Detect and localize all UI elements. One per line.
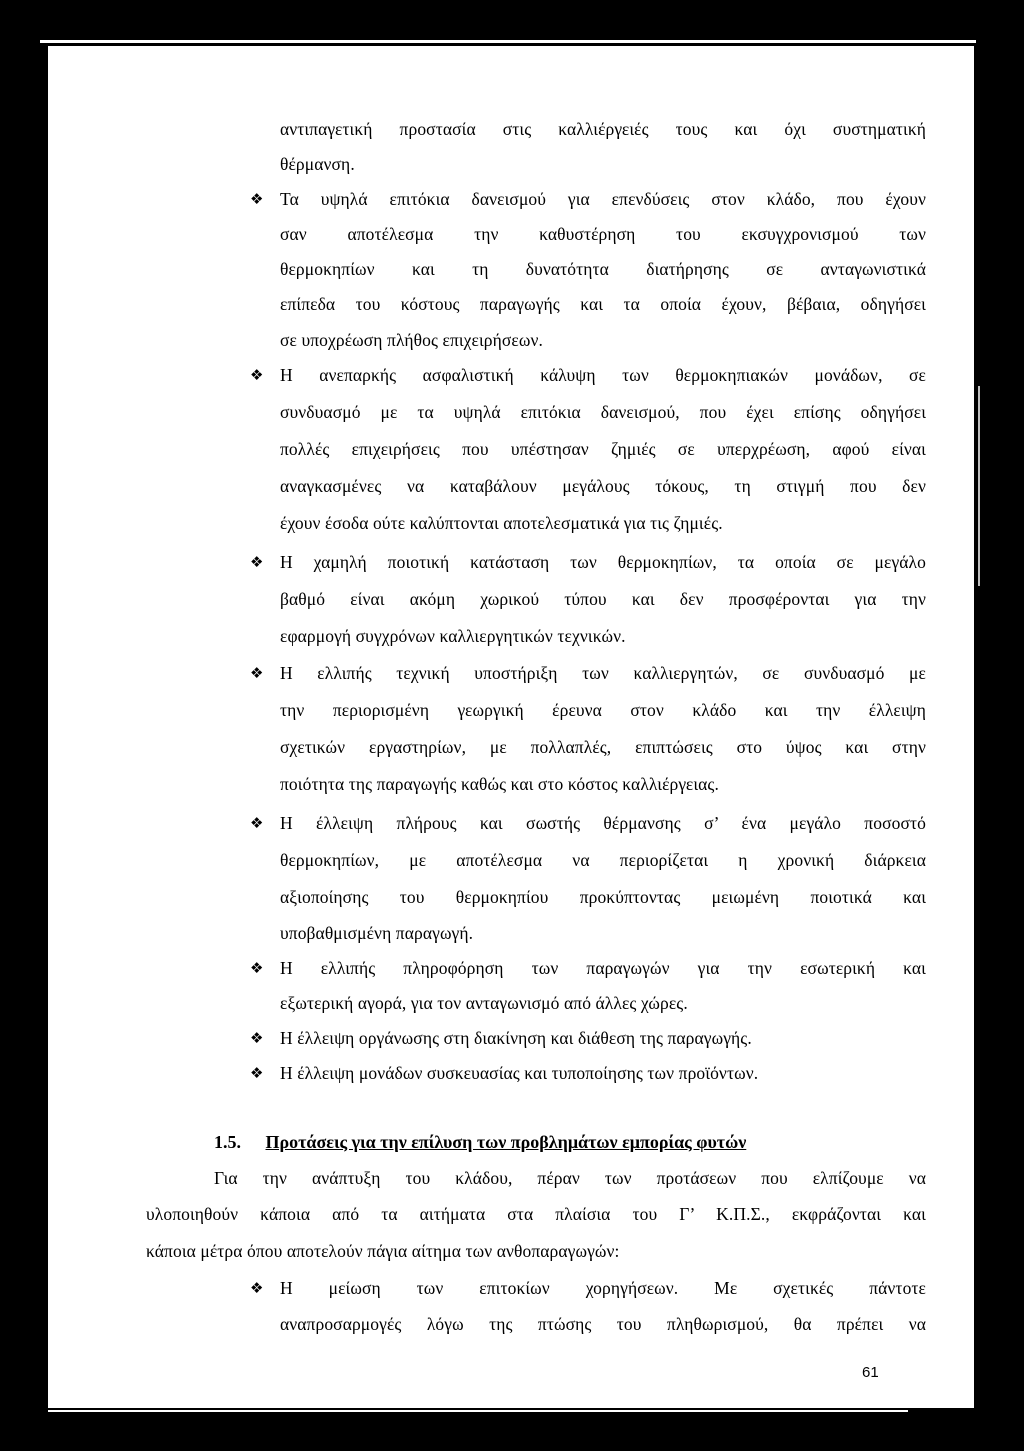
bullet-diamond-icon: ❖ — [250, 814, 264, 832]
text-line: έχουν έσοδα ούτε καλύπτονται αποτελεσματικά για τις ζημιές. — [280, 513, 723, 533]
section-number: 1.5. — [214, 1132, 241, 1152]
text-line: εξωτερική αγορά, για τον ανταγωνισμό από άλλες χώρες. — [280, 993, 688, 1013]
bullet-diamond-icon: ❖ — [250, 959, 264, 977]
text-line: πολλές επιχειρήσεις που υπέστησαν ζημιές σε υπερχρέωση, αφού είναι — [280, 439, 926, 459]
bullet-diamond-icon: ❖ — [250, 1064, 264, 1082]
bullet-diamond-icon: ❖ — [250, 553, 264, 571]
text-line: Η χαμηλή ποιοτική κατάσταση των θερμοκηπίων, τα οποία σε μεγάλο — [280, 552, 926, 572]
text-line: Για την ανάπτυξη του κλάδου, πέραν των προτάσεων που ελπίζουμε να — [214, 1168, 926, 1188]
page-number: 61 — [862, 1364, 879, 1381]
text-line: σε υποχρέωση πλήθος επιχειρήσεων. — [280, 330, 543, 350]
text-line: αντιπαγετική προστασία στις καλλιέργειές τους και όχι συστηματική — [280, 119, 926, 139]
text-line: κάποια μέτρα όπου αποτελούν πάγια αίτημα των ανθοπαραγωγών: — [146, 1241, 620, 1261]
text-line: σχετικών εργαστηρίων, με πολλαπλές, επιπτώσεις στο ύψος και στην — [280, 737, 926, 757]
text-line: θέρμανση. — [280, 154, 355, 174]
page-content — [48, 46, 974, 1408]
text-line: σαν αποτέλεσμα την καθυστέρηση του εκσυγχρονισμού των — [280, 224, 926, 244]
text-line: την περιορισμένη γεωργική έρευνα στον κλάδο και την έλλειψη — [280, 700, 926, 720]
scan-margin-mark — [978, 386, 980, 586]
text-line: Η έλλειψη πλήρους και σωστής θέρμανσης σ’ ένα μεγάλο ποσοστό — [280, 813, 926, 833]
bullet-diamond-icon: ❖ — [250, 664, 264, 682]
text-line: Η έλλειψη μονάδων συσκευασίας και τυποποίησης των προϊόντων. — [280, 1063, 759, 1083]
text-line: βαθμό είναι ακόμη χωρικού τύπου και δεν προσφέρονται για την — [280, 589, 926, 609]
text-line: εφαρμογή συγχρόνων καλλιεργητικών τεχνικών. — [280, 626, 626, 646]
scan-border-top — [40, 40, 976, 43]
text-line: υποβαθμισμένη παραγωγή. — [280, 923, 474, 943]
section-title: Προτάσεις για την επίλυση των προβλημάτων εμπορίας φυτών — [265, 1132, 747, 1152]
scan-border-bottom — [48, 1410, 908, 1412]
bullet-diamond-icon: ❖ — [250, 1279, 264, 1297]
text-line: υλοποιηθούν κάποια από τα αιτήματα στα πλαίσια του Γ’ Κ.Π.Σ., εκφράζονται και — [146, 1204, 926, 1224]
text-line: Η ελλιπής τεχνική υποστήριξη των καλλιεργητών, σε συνδυασμό με — [280, 663, 926, 683]
document-page — [48, 46, 974, 1408]
text-line: Η ανεπαρκής ασφαλιστική κάλυψη των θερμοκηπιακών μονάδων, σε — [280, 365, 926, 385]
text-line: ποιότητα της παραγωγής καθώς και στο κόστος καλλιέργειας. — [280, 774, 719, 794]
text-line: αναπροσαρμογές λόγω της πτώσης του πληθωρισμού, θα πρέπει να — [280, 1314, 926, 1334]
text-line: θερμοκηπίων και τη δυνατότητα διατήρησης σε ανταγωνιστικά — [280, 259, 926, 279]
text-line: αξιοποίησης του θερμοκηπίου προκύπτοντας μειωμένη ποιοτικά και — [280, 887, 926, 907]
bullet-diamond-icon: ❖ — [250, 366, 264, 384]
text-line: Η ελλιπής πληροφόρηση των παραγωγών για την εσωτερική και — [280, 958, 926, 978]
text-line: επίπεδα του κόστους παραγωγής και τα οποία έχουν, βέβαια, οδηγήσει — [280, 294, 926, 314]
text-line: Η μείωση των επιτοκίων χορηγήσεων. Με σχετικές πάντοτε — [280, 1278, 926, 1298]
text-line: Τα υψηλά επιτόκια δανεισμού για επενδύσεις στον κλάδο, που έχουν — [280, 189, 926, 209]
bullet-diamond-icon: ❖ — [250, 190, 264, 208]
text-line: θερμοκηπίων, με αποτέλεσμα να περιορίζεται η χρονική διάρκεια — [280, 850, 926, 870]
section-heading — [214, 1131, 746, 1153]
text-line: Η έλλειψη οργάνωσης στη διακίνηση και διάθεση της παραγωγής. — [280, 1028, 752, 1048]
text-line: συνδυασμό με τα υψηλά επιτόκια δανεισμού, που έχει επίσης οδηγήσει — [280, 402, 926, 422]
text-line: αναγκασμένες να καταβάλουν μεγάλους τόκους, τη στιγμή που δεν — [280, 476, 926, 496]
bullet-diamond-icon: ❖ — [250, 1029, 264, 1047]
